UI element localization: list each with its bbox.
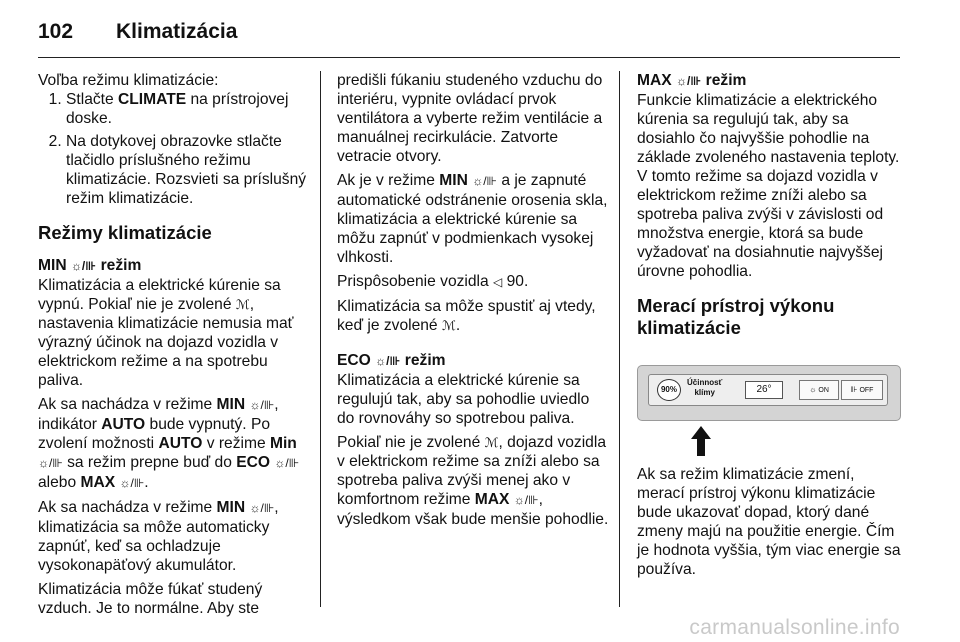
- efficiency-label-line-2: klímy: [694, 388, 715, 397]
- steps-list: [38, 90, 310, 208]
- fan-icon: ℳ: [235, 297, 250, 312]
- text: , výsledkom však bude menšie pohodlie.: [337, 491, 609, 528]
- climate-off-button[interactable]: [841, 380, 883, 400]
- min-paragraph-3: [38, 498, 310, 575]
- text: Ak je v režime: [337, 172, 440, 189]
- min-label: MIN: [216, 396, 246, 413]
- column-1: [38, 71, 310, 618]
- mode-word: režim: [705, 72, 747, 89]
- text: alebo: [38, 474, 81, 491]
- min-label: MIN: [439, 172, 468, 189]
- text: , klimatizácia sa môže automaticky zapnúť, keď sa ochladzuje vysokonapäťový akumulátor.: [38, 499, 279, 574]
- climate-mode-icon: ☼/⊪: [472, 174, 497, 188]
- page-reference: 90.: [506, 273, 529, 290]
- eco-label: ECO: [236, 454, 271, 471]
- column-divider-2: [619, 71, 620, 607]
- climate-mode-icon: ☼/⊪: [249, 501, 275, 515]
- efficiency-percent-badge: 90%: [657, 379, 681, 401]
- eco-paragraph-2: [337, 433, 609, 529]
- text: Pokiaľ nie je zvolené: [337, 434, 481, 451]
- eco-paragraph-1: Klimatizácia a elektrické kúrenie sa regulujú tak, aby sa pohodlie uviedlo do rovnováhy so spotrebou paliva.: [337, 372, 590, 427]
- column-3: [637, 71, 905, 584]
- fan-icon: ℳ: [441, 318, 456, 333]
- climate-mode-icon: ☼/⊪: [274, 456, 300, 470]
- max-mode-heading: [637, 71, 905, 91]
- step-1-post: na prístrojovej doske.: [66, 91, 289, 127]
- max-label: MAX: [637, 72, 672, 89]
- max-label: MAX: [80, 474, 116, 491]
- min-mode-heading: [38, 256, 310, 276]
- min-label: MIN: [38, 257, 67, 274]
- efficiency-label: [687, 378, 722, 398]
- min-paragraph-1: [38, 276, 310, 390]
- min-label: Min: [269, 435, 297, 452]
- col2-paragraph-4: Klimatizácia sa môže spustiť aj vtedy, keď je zvolené ℳ.: [337, 298, 596, 334]
- climate-power-meter-panel: [637, 365, 901, 421]
- text: Klimatizácia sa môže spustiť aj vtedy, keď je zvolené: [337, 298, 596, 334]
- climate-mode-icon: ☼/⊪: [249, 398, 275, 412]
- auto-label: AUTO: [158, 435, 203, 452]
- col2-paragraph-3: [337, 272, 609, 292]
- eco-label: ECO: [337, 352, 371, 369]
- step-2: 2. Na dotykovej obrazovke stlačte tlačidlo príslušného režimu klimatizácie. Rozsvieti sa príslušný režim klimatizácie.: [66, 132, 310, 208]
- climate-on-icon: ☼: [809, 385, 817, 394]
- mode-word: režim: [404, 352, 446, 369]
- col2-paragraph-2: [337, 171, 609, 267]
- max-paragraph: Funkcie klimatizácie a elektrického kúrenia sa regulujú tak, aby sa dosiahlo čo najvyššie pohodlie na základe zvoleného nastavenia teploty. V tomto režime sa dojazd vozidla v elektrickom režime zníži alebo sa spotreba paliva zvýši v závislosti od množstva energie, ktorá sa bude vyžadovať na dosiahnutie najvyššej úrovne pohodlia.: [637, 92, 900, 280]
- text: sa režim prepne buď do: [62, 454, 237, 471]
- watermark: carmanualsonline.info: [689, 616, 900, 639]
- text: bude vypnutý. Po zvolení možnosti: [38, 416, 271, 452]
- climate-mode-icon: ☼/⊪: [38, 456, 63, 470]
- page-title: Klimatizácia: [116, 20, 238, 43]
- mode-word: režim: [100, 257, 142, 274]
- climate-mode-icon: ☼/⊪: [119, 476, 145, 490]
- text: Ak sa nachádza v režime: [38, 499, 217, 516]
- column-2: [337, 71, 609, 534]
- min-paragraph-2: Ak sa nachádza v režime MIN ☼/⊪, indikátor AUTO bude vypnutý. Po zvolení možnosti AUTO v režime Min ☼/⊪ sa režim prepne buď do ECO ☼/⊪ alebo MAX ☼/⊪.: [38, 396, 300, 491]
- climate-mode-icon: ☼/⊪: [375, 354, 401, 368]
- meter-paragraph: Ak sa režim klimatizácie zmení, merací prístroj výkonu klimatizácie bude ukazovať dopad, ktorý dané zmeny majú na použitie energie. Čím je hodnota vyššia, tým viac energie sa používa.: [637, 466, 901, 578]
- pointer-arrow-icon: [691, 426, 711, 456]
- section-heading: Režimy klimatizácie: [38, 222, 212, 243]
- step-1-pre: Stlačte: [66, 91, 119, 108]
- on-label: ON: [818, 387, 829, 394]
- text: v režime: [202, 435, 270, 452]
- efficiency-label-line-1: Účinnosť: [687, 378, 723, 387]
- min-label: MIN: [216, 499, 246, 516]
- panel-screen: [648, 374, 888, 406]
- header-rule: [38, 57, 900, 58]
- eco-mode-heading: [337, 351, 609, 371]
- climate-mode-icon: ☼/⊪: [676, 74, 702, 88]
- col2-paragraph-1: predišli fúkaniu studeného vzduchu do interiéru, vypnite ovládací prvok ventilátora a vyberte režim ventilácie a manuálnej recirkulácie. Zatvorte vetracie otvory.: [337, 72, 603, 165]
- text: , indikátor: [38, 396, 279, 433]
- off-label: OFF: [859, 387, 874, 394]
- column-divider-1: [320, 71, 321, 607]
- climate-off-icon: ⊪: [850, 385, 858, 394]
- text: Prispôsobenie vozidla: [337, 273, 489, 290]
- intro-text: Voľba režimu klimatizácie:: [38, 72, 219, 89]
- text: , dojazd vozidla v elektrickom režime sa zníži alebo sa spotreba paliva zvýši menej ako v komfortnom režime: [337, 434, 606, 508]
- max-label: MAX: [474, 491, 510, 508]
- text: Klimatizácia a elektrické kúrenie sa vypnú. Pokiaľ nie je zvolené: [38, 277, 281, 313]
- meter-heading: Merací prístroj výkonu klimatizácie: [637, 295, 835, 338]
- step-1: [66, 90, 310, 128]
- auto-label: AUTO: [101, 416, 146, 433]
- fan-icon: ℳ: [484, 435, 499, 450]
- temperature-display: 26°: [745, 381, 783, 399]
- page-reference-icon: ◁: [493, 275, 503, 289]
- climate-mode-icon: ☼/⊪: [513, 493, 539, 507]
- text: , nastavenia klimatizácie nemusia mať výrazný účinok na dojazd vozidla v elektrickom režime a na spotrebu paliva.: [38, 296, 294, 389]
- page-number: 102: [38, 20, 74, 43]
- text: Ak sa nachádza v režime: [38, 396, 217, 413]
- climate-mode-icon: ☼/⊪: [70, 259, 97, 273]
- climate-on-button[interactable]: [799, 380, 839, 400]
- climate-key: CLIMATE: [118, 91, 187, 108]
- text: a je zapnuté automatické odstránenie orosenia skla, klimatizácia a elektrické kúrenie sa môžu zapnúť v podmienkach vysokej vlhkosti.: [337, 172, 608, 266]
- min-paragraph-4: Klimatizácia môže fúkať studený vzduch. Je to normálne. Aby ste: [38, 581, 263, 617]
